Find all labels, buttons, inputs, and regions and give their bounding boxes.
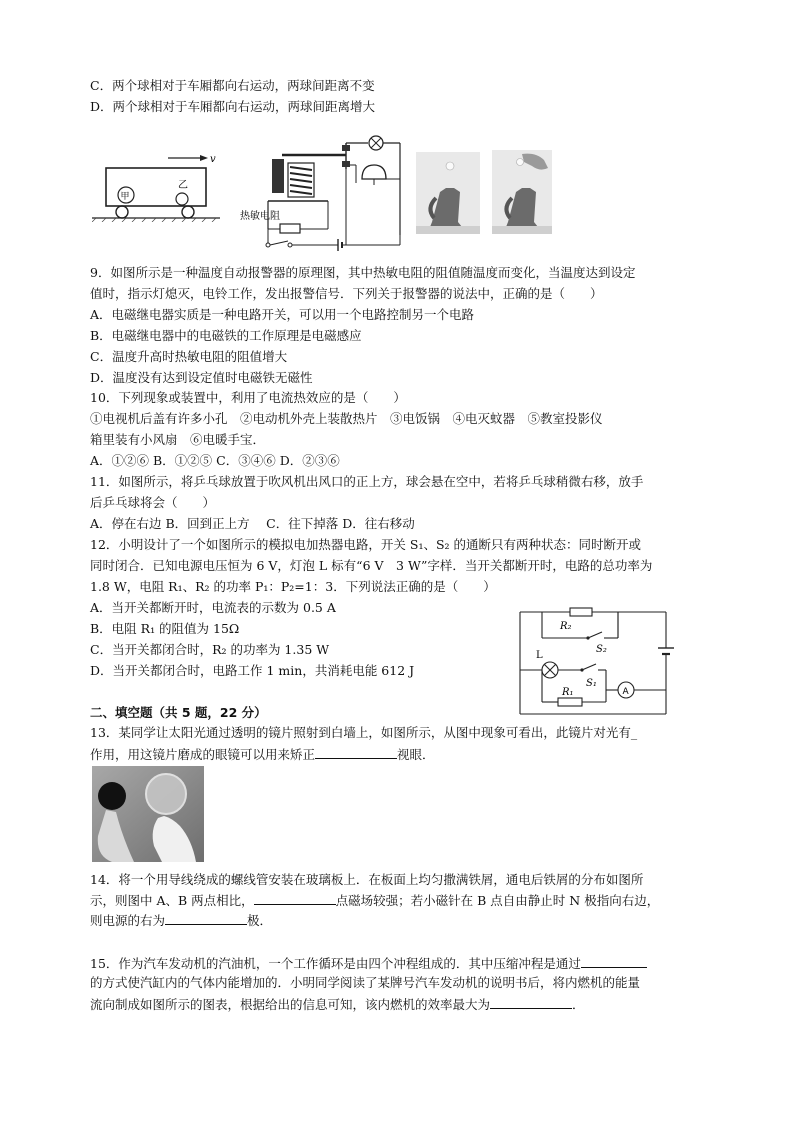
q12-option-d: D．当开关都闭合时，电路工作 1 min，共消耗电能 612 J — [90, 663, 415, 678]
hairdryer-photo-2 — [492, 150, 552, 234]
alarm-circuit-figure — [238, 135, 408, 255]
q11-stem-line2: 后乒乓球将会（ ） — [90, 495, 216, 510]
hairdryer-photo-1 — [416, 152, 480, 234]
s2-label: S₂ — [596, 644, 607, 655]
r1-label: R₁ — [562, 687, 574, 698]
bell-icon — [362, 165, 386, 179]
wheel-right — [182, 206, 194, 218]
ammeter-label: A — [622, 687, 629, 697]
ball-jia-label: 甲 — [120, 192, 130, 202]
q14-blank-1[interactable] — [254, 891, 336, 905]
ping-pong-ball — [446, 162, 454, 170]
q12-stem-line3: 1.8 W，电阻 R₁、R₂ 的功率 P₁：P₂=1：3．下列说法正确的是（ ） — [90, 579, 496, 594]
q12-option-b: B．电阻 R₁ 的阻值为 15Ω — [90, 621, 240, 636]
q10-items-line1: ①电视机后盖有许多小孔 ②电动机外壳上装散热片 ③电饭锅 ④电灭蚊器 ⑤教室投影仪 — [90, 411, 603, 426]
q15-line1: 15．作为汽车发动机的汽油机，一个工作循环是由四个冲程组成的．其中压缩冲程是通过 — [90, 954, 647, 973]
thermistor-label: 热敏电阻 — [240, 211, 280, 222]
q15-line3: 流向制成如图所示的图表，根据给出的信息可知，该内燃机的效率最大为 ． — [90, 997, 585, 1012]
q13-line2: 作用，用这镜片磨成的眼镜可以用来矫正 视眼． — [90, 747, 435, 762]
ball-yi — [176, 193, 188, 205]
q14-blank-2[interactable] — [165, 911, 247, 925]
electromagnet-core — [272, 159, 284, 193]
q15-blank-2[interactable] — [490, 995, 572, 1009]
q8-option-c: C．两个球相对于车厢都向右运动，两球间距离不变 — [90, 78, 375, 93]
q12-option-a: A．当开关都断开时，电流表的示数为 0.5 A — [90, 600, 336, 615]
q11-options: A．停在右边 B．回到正上方 C．往下掉落 D．往右移动 — [90, 516, 415, 531]
thermistor — [280, 224, 300, 233]
q13-blank-2[interactable] — [315, 745, 397, 759]
q9-option-d: D．温度没有达到设定值时电磁铁无磁性 — [90, 370, 313, 385]
q10-items-line2: 箱里装有小风扇 ⑥电暖手宝． — [90, 432, 266, 447]
q12-stem-line1: 12．小明设计了一个如图所示的模拟电加热器电路，开关 S₁、S₂ 的通断只有两种状态：同时断开或 — [90, 537, 642, 552]
q9-option-b: B．电磁继电器中的电磁铁的工作原理是电磁感应 — [90, 328, 362, 343]
lens — [146, 774, 186, 814]
q13-line1: 13．某同学让太阳光通过透明的镜片照射到白墙上，如图所示，从图中现象可看出，此镜片对光有_ — [90, 725, 638, 740]
lamp-label: L — [536, 650, 543, 661]
cart-figure — [92, 150, 220, 222]
section-fill-in-title: 二、填空题（共 5 题，22 分） — [90, 705, 267, 720]
q10-options: A．①②⑥ B．①②⑤ C．③④⑥ D．②③⑥ — [90, 453, 340, 468]
q8-option-d: D．两个球相对于车厢都向右运动，两球间距离增大 — [90, 99, 376, 114]
dark-spot — [98, 782, 126, 810]
r2-label: R₂ — [560, 621, 572, 632]
s1-label: S₁ — [586, 678, 597, 689]
q14-line3: 则电源的右为 极． — [90, 913, 273, 928]
lens-photo — [92, 766, 204, 862]
q9-stem-line2: 值时，指示灯熄灭，电铃工作，发出报警信号．下列关于报警器的说法中，正确的是（ ） — [90, 286, 603, 301]
q12-stem-line2: 同时闭合．已知电源电压恒为 6 V，灯泡 L 标有“6 V 3 W”字样．当开关都断开时，电路的总功率为 — [90, 558, 653, 573]
q9-option-a: A．电磁继电器实质是一种电路开关，可以用一个电路控制另一个电路 — [90, 307, 475, 322]
q14-line1: 14．将一个用导线绕成的螺线管安装在玻璃板上．在板面上均匀撒满铁屑，通电后铁屑的分布如图所 — [90, 872, 644, 887]
q10-stem: 10．下列现象或装置中，利用了电流热效应的是（ ） — [90, 390, 406, 405]
q9-stem-line1: 9．如图所示是一种温度自动报警器的原理图，其中热敏电阻的阻值随温度而变化，当温度达到设定 — [90, 265, 636, 280]
q15-blank-1[interactable] — [581, 954, 647, 968]
q9-option-c: C．温度升高时热敏电阻的阻值增大 — [90, 349, 288, 364]
q11-stem-line1: 11．如图所示，将乒乓球放置于吹风机出风口的正上方，球会悬在空中，若将乒乓球稍微右移，放手 — [90, 474, 644, 489]
velocity-label: v — [210, 154, 216, 165]
q15-line2: 的方式使汽缸内的气体内能增加的．小明同学阅读了某牌号汽车发动机的说明书后，将内燃机的能量 — [90, 975, 641, 990]
wheel-left — [116, 206, 128, 218]
heater-circuit-figure — [514, 602, 674, 718]
ball-yi-label: 乙 — [178, 180, 188, 191]
q14-line2: 示，则图中 A、B 两点相比， 点磁场较强；若小磁针在 B 点自由静止时 N 极指向右边， — [90, 893, 660, 908]
q12-option-c: C．当开关都闭合时，R₂ 的功率为 1.35 W — [90, 642, 330, 657]
